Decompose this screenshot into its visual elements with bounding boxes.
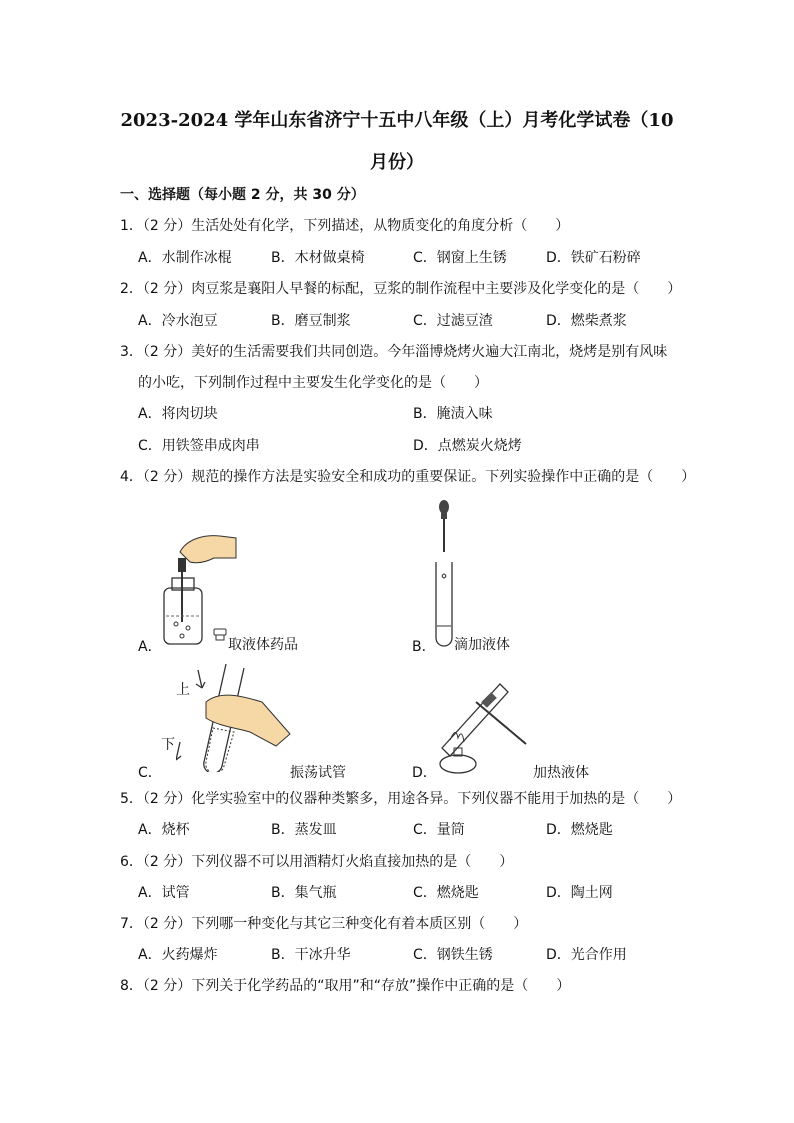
q3-option-c: C．用铁签串成肉串 <box>138 438 260 454</box>
q1-option-b: B．木材做桌椅 <box>271 250 365 266</box>
bottle-stopper-icon <box>212 626 228 642</box>
q4-option-c-label: 振荡试管 <box>290 765 346 781</box>
q4-option-d-label: 加热液体 <box>533 765 589 781</box>
q5-option-d: D．燃烧匙 <box>546 822 613 838</box>
q8-stem: 8．（2 分）下列关于化学药品的“取用”和“存放”操作中正确的是（ ） <box>120 978 571 994</box>
q3-stem-line2: 的小吃，下列制作过程中主要发生化学变化的是（ ） <box>138 375 488 391</box>
q6-stem: 6．（2 分）下列仪器不可以用酒精灯火焰直接加热的是（ ） <box>120 854 514 870</box>
q4-option-d-letter: D． <box>412 765 437 781</box>
q4-option-b-label: 滴加液体 <box>454 637 510 653</box>
q2-option-d: D．燃柴煮浆 <box>546 313 627 329</box>
q2-stem: 2．（2 分）肉豆浆是襄阳人早餐的标配，豆浆的制作流程中主要涉及化学变化的是（ ） <box>120 281 682 297</box>
q5-option-c: C．量筒 <box>413 822 465 838</box>
figure-b-drop-liquid <box>432 498 456 650</box>
q2-option-b: B．磨豆制浆 <box>271 313 351 329</box>
q3-option-d: D．点燃炭火烧烤 <box>413 438 522 454</box>
q6-option-b: B．集气瓶 <box>271 885 337 901</box>
exam-title-line2: 月份） <box>370 152 424 173</box>
q7-option-d: D．光合作用 <box>546 947 627 963</box>
q1-option-d: D．铁矿石粉碎 <box>546 250 641 266</box>
q4-option-b-letter: B． <box>412 639 436 655</box>
q4-option-a-label: 取液体药品 <box>228 637 298 653</box>
q6-option-a: A．试管 <box>138 885 190 901</box>
q5-option-b: B．蒸发皿 <box>271 822 337 838</box>
q7-option-c: C．钢铁生锈 <box>413 947 493 963</box>
figure-d-heat-liquid <box>436 678 532 776</box>
exam-title-line1: 2023-2024 学年山东省济宁十五中八年级（上）月考化学试卷（10 <box>120 110 674 131</box>
q5-stem: 5．（2 分）化学实验室中的仪器种类繁多，用途各异。下列仪器不能用于加热的是（ ） <box>120 791 682 807</box>
q2-option-a: A．冷水泡豆 <box>138 313 218 329</box>
q1-option-c: C．钢窗上生锈 <box>413 250 507 266</box>
q7-stem: 7．（2 分）下列哪一种变化与其它三种变化有着本质区别（ ） <box>120 916 528 932</box>
q6-option-d: D．陶土网 <box>546 885 613 901</box>
q4-stem: 4．（2 分）规范的操作方法是实验安全和成功的重要保证。下列实验操作中正确的是（ ） <box>120 469 696 485</box>
q7-option-a: A．火药爆炸 <box>138 947 218 963</box>
q4-option-c-up: 上 <box>176 682 190 698</box>
q3-option-b: B．腌渍入味 <box>413 406 493 422</box>
q4-option-c-letter: C． <box>138 765 162 781</box>
q7-option-b: B．干冰升华 <box>271 947 351 963</box>
q3-option-a: A．将肉切块 <box>138 406 218 422</box>
q3-stem-line1: 3．（2 分）美好的生活需要我们共同创造。今年淄博烧烤火遍大江南北，烧烤是别有风味 <box>120 344 668 360</box>
q1-option-a: A．水制作冰棍 <box>138 250 232 266</box>
q2-option-c: C．过滤豆渣 <box>413 313 493 329</box>
q6-option-c: C．燃烧匙 <box>413 885 479 901</box>
section-heading: 一、选择题（每小题 2 分，共 30 分） <box>120 187 365 203</box>
q4-option-c-down: 下 <box>161 737 175 753</box>
q4-option-a-letter: A． <box>138 639 162 655</box>
figure-c-shake-tube <box>176 662 294 772</box>
q5-option-a: A．烧杯 <box>138 822 190 838</box>
q1-stem: 1．（2 分）生活处处有化学，下列描述，从物质变化的角度分析（ ） <box>120 218 570 234</box>
